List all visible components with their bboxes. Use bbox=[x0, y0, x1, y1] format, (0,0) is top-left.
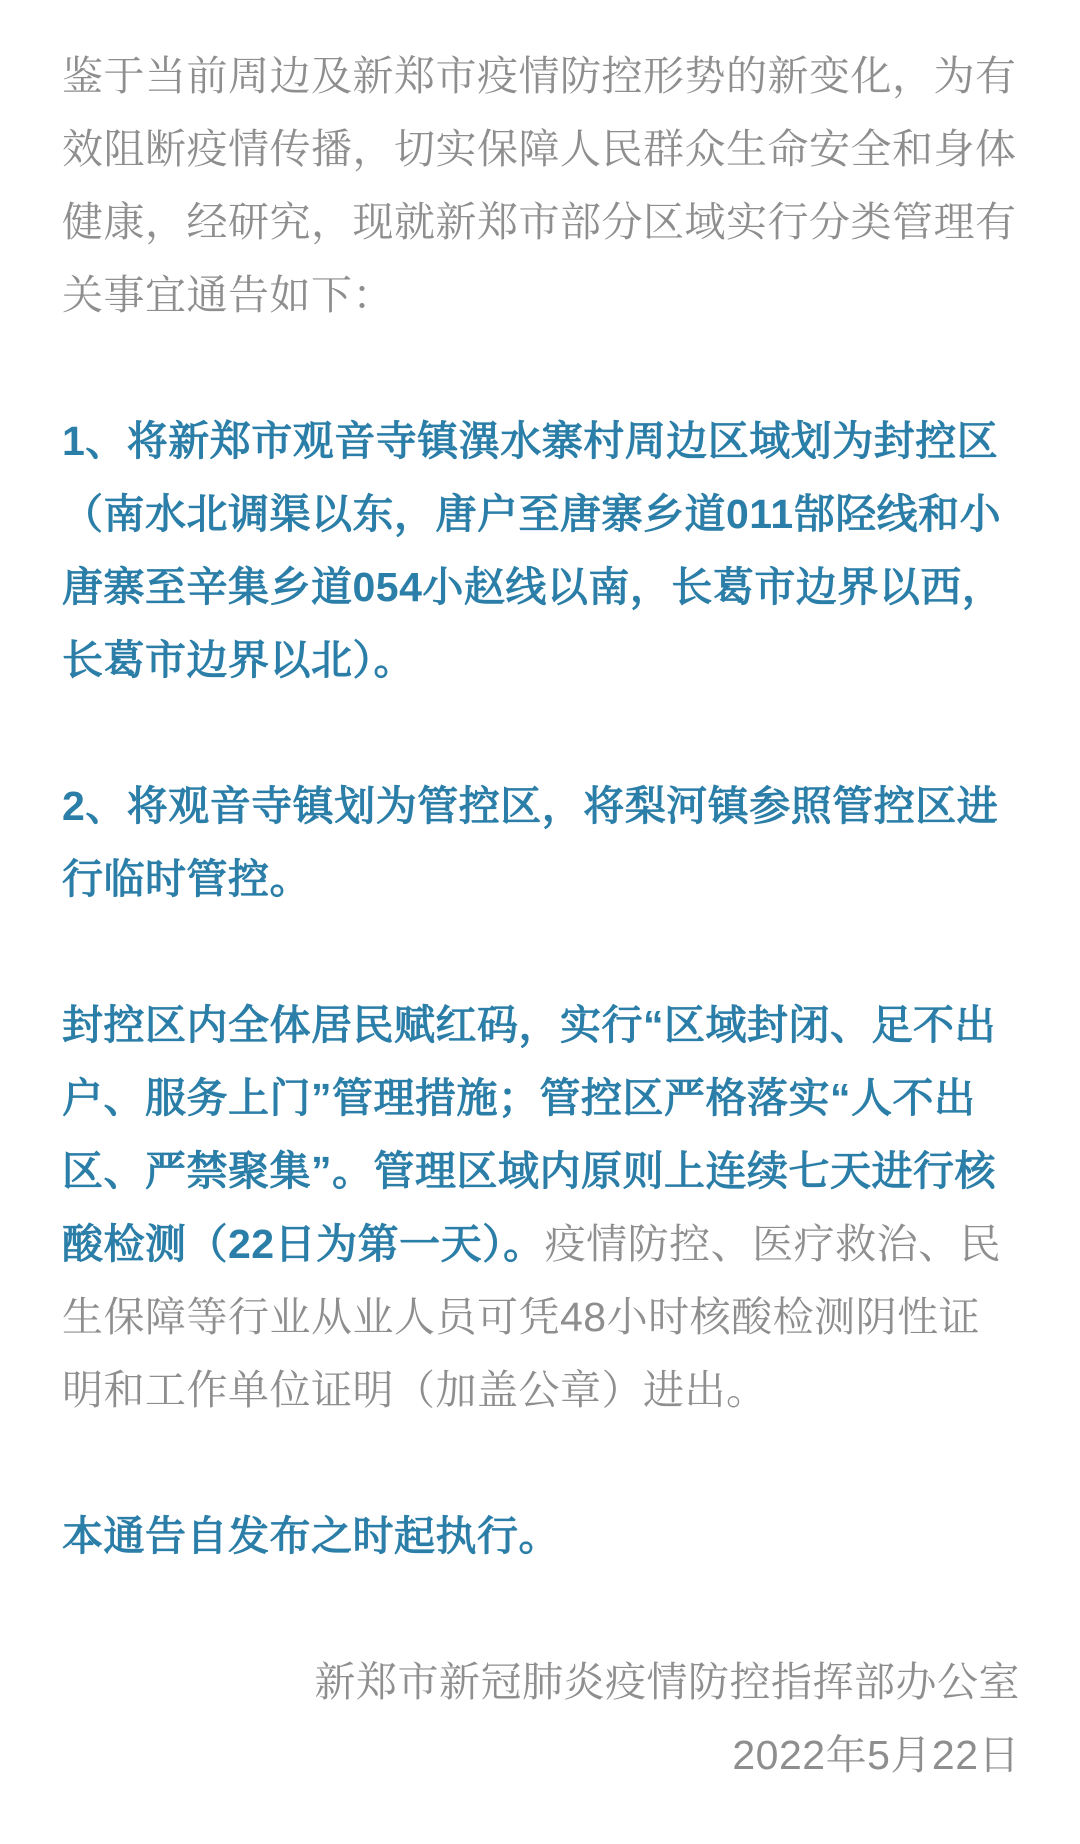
intro-paragraph bbox=[62, 40, 1020, 332]
signature-block bbox=[62, 1646, 1020, 1792]
effective-text: 本通告自发布之时起执行。 bbox=[62, 1513, 560, 1559]
signature-office-line bbox=[62, 1646, 1020, 1719]
item-2-text: 2、将观音寺镇划为管控区，将梨河镇参照管控区进行临时管控。 bbox=[62, 783, 999, 902]
measures-note-text: 疫情防控、医疗救治、民生保障等行业从业人员可凭48小时核酸检测阴性证明和工作单位证明（加盖公章）进出。 bbox=[62, 1221, 1002, 1413]
signature-office-text: 新郑市新冠肺炎疫情防控指挥部办公室 bbox=[314, 1659, 1020, 1705]
measures-paragraph bbox=[62, 989, 1020, 1427]
intro-text: 鉴于当前周边及新郑市疫情防控形势的新变化，为有效阻断疫情传播，切实保障人民群众生命安全和身体健康，经研究，现就新郑市部分区域实行分类管理有关事宜通告如下： bbox=[62, 53, 1017, 318]
item-2-paragraph bbox=[62, 770, 1020, 916]
measures-emphasis-text: 封控区内全体居民赋红码，实行“区域封闭、足不出户、服务上门”管理措施；管控区严格落实“人不出区、严禁聚集”。管理区域内原则上连续七天进行核酸检测（22日为第一天）。 bbox=[62, 1002, 996, 1267]
item-1-text: 1、将新郑市观音寺镇潩水寨村周边区域划为封控区（南水北调渠以东，唐户至唐寨乡道011郜陉线和小唐寨至辛集乡道054小赵线以南，长葛市边界以西，长葛市边界以北）。 bbox=[62, 418, 1004, 683]
signature-date-text: 2022年5月22日 bbox=[732, 1732, 1020, 1778]
signature-date-line bbox=[62, 1719, 1020, 1792]
item-1-paragraph bbox=[62, 405, 1020, 697]
effective-paragraph bbox=[62, 1500, 1020, 1573]
